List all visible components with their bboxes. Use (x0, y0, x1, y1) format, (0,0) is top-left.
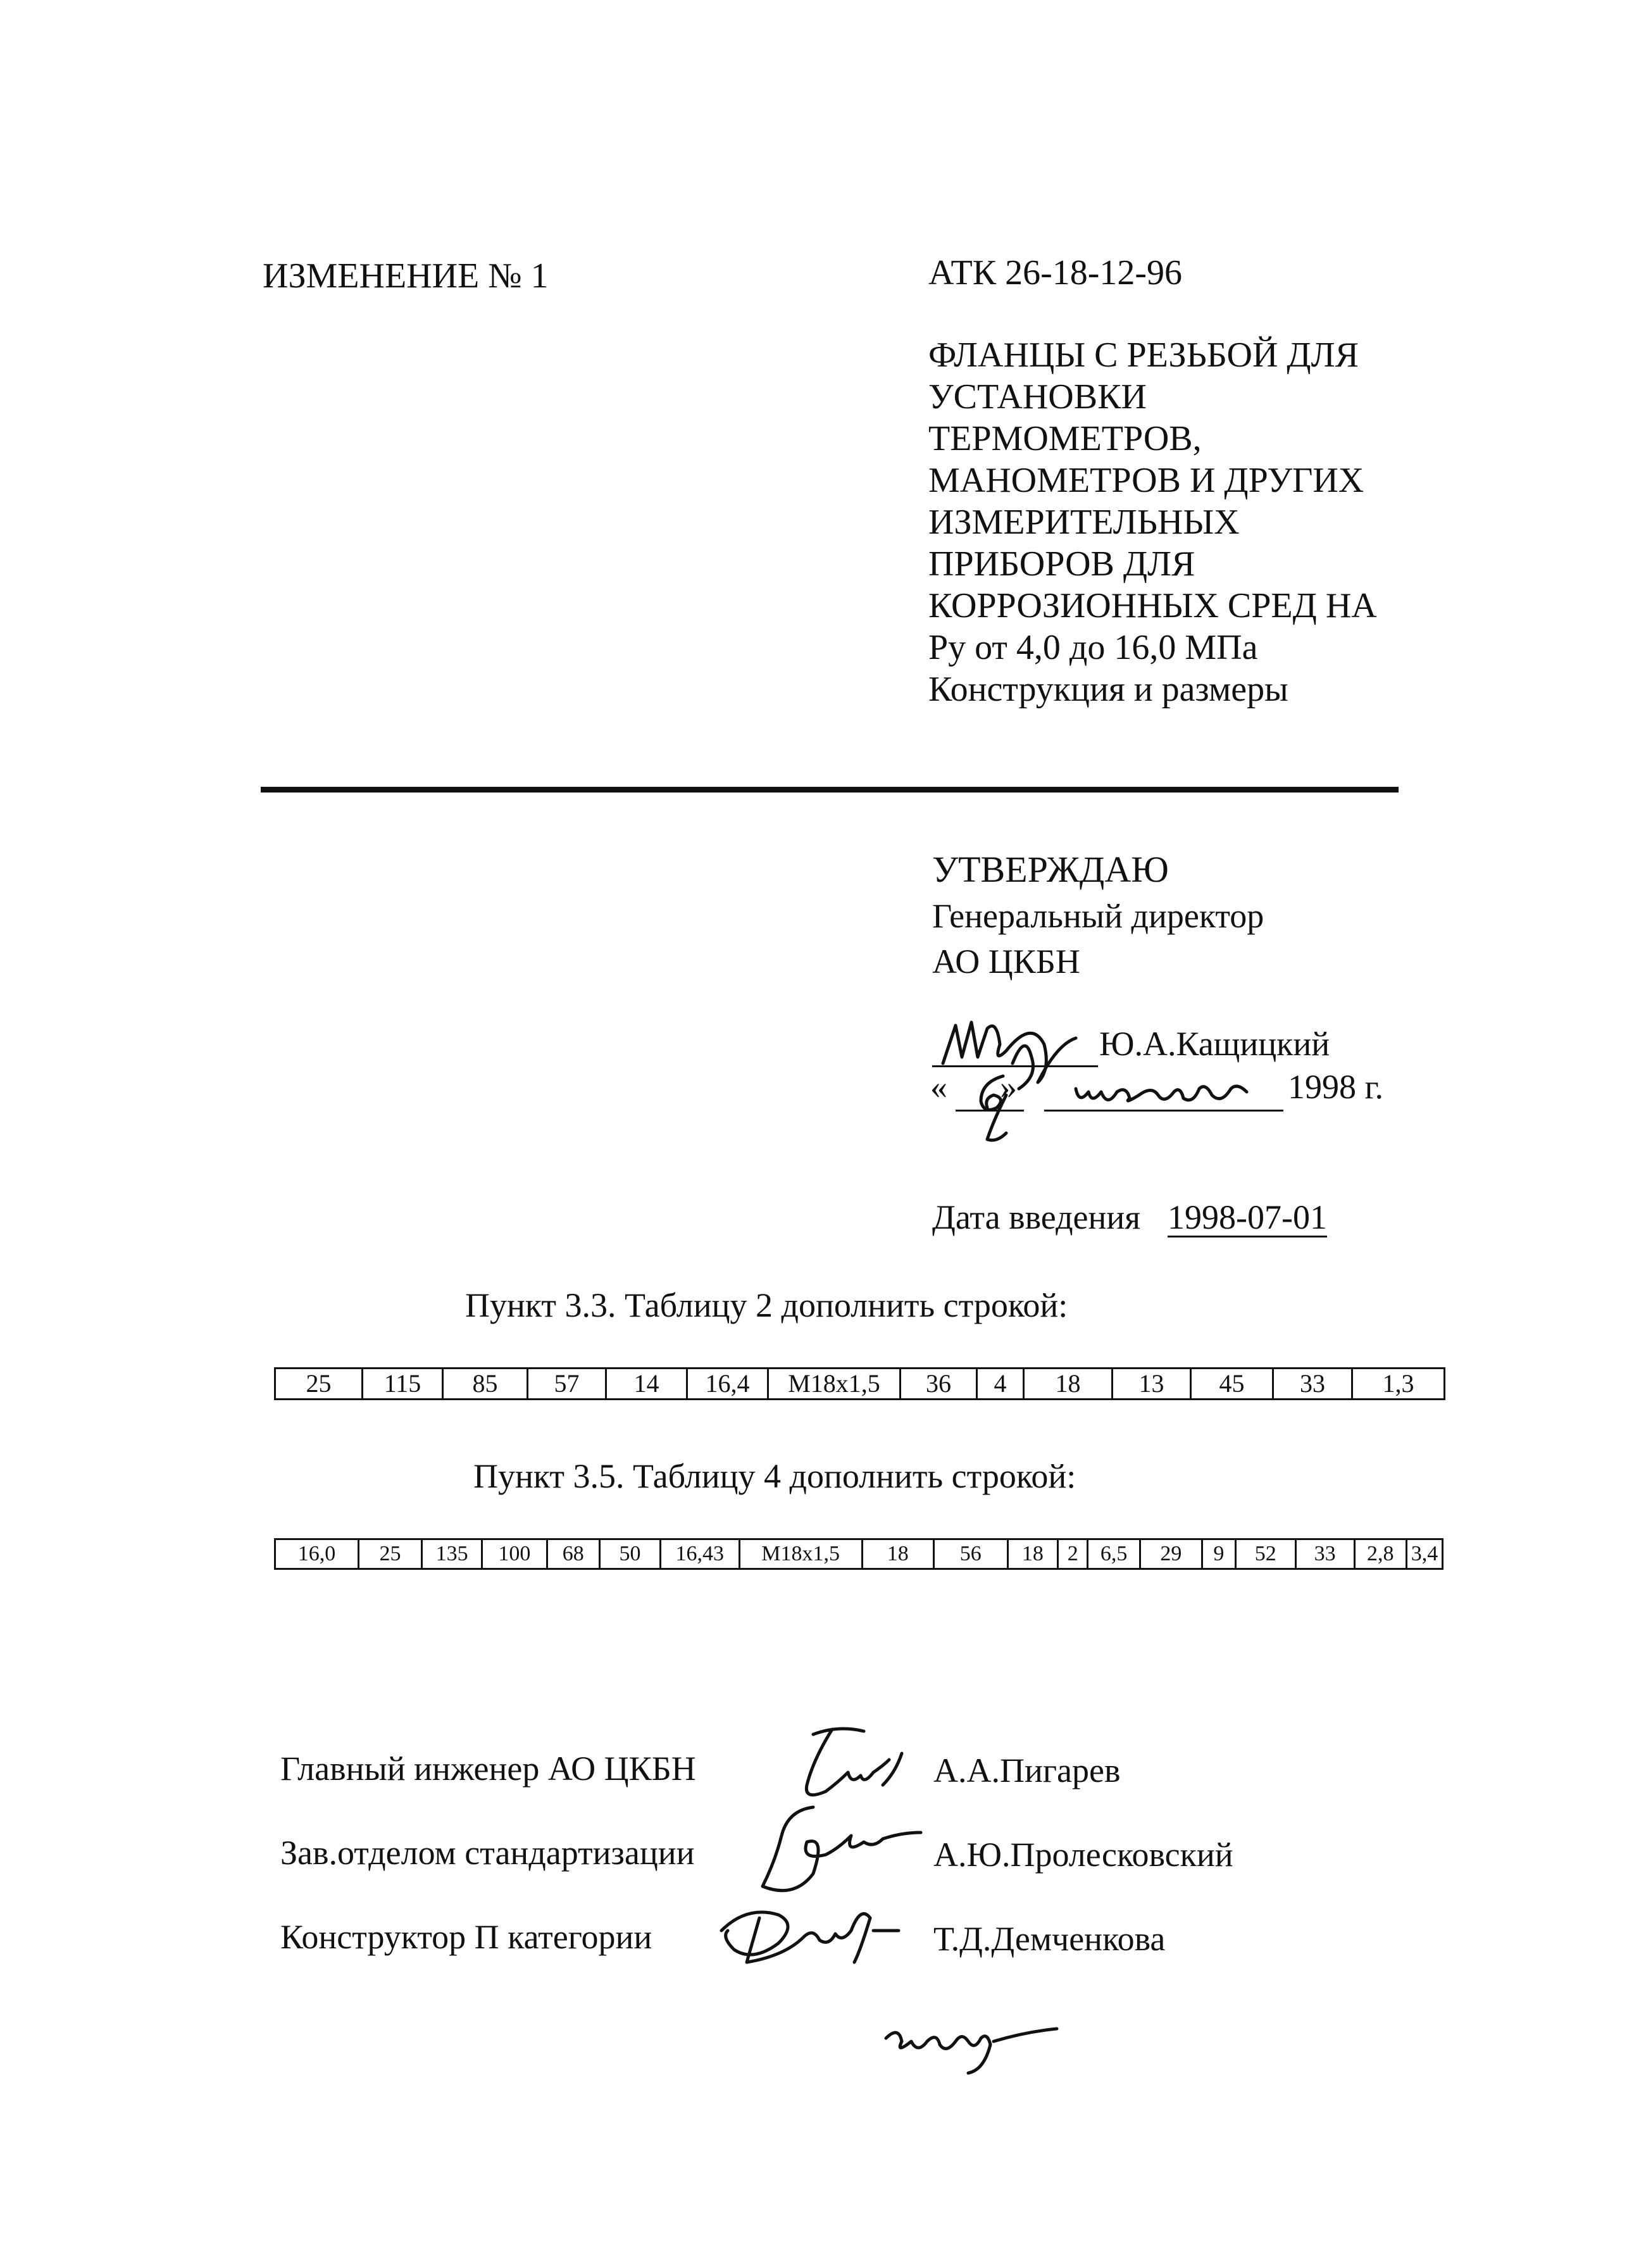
table-cell: 2,8 (1354, 1539, 1406, 1569)
table-cell: 18 (1024, 1369, 1113, 1400)
signature-2 (737, 1798, 927, 1905)
title-line: ФЛАНЦЫ С РЕЗЬБОЙ ДЛЯ (928, 335, 1359, 375)
date-close-quote: » (1000, 1068, 1017, 1106)
title-line: ИЗМЕРИТЕЛЬНЫХ (928, 503, 1240, 542)
amendment-item-3-3: Пункт 3.3. Таблицу 2 дополнить строкой: (465, 1286, 1068, 1324)
table-cell: 25 (275, 1369, 363, 1400)
title-line: УСТАНОВКИ (928, 377, 1147, 417)
date-month-line (1044, 1110, 1283, 1112)
signatory-name: Т.Д.Демченкова (933, 1920, 1166, 1958)
signature-1 (788, 1722, 908, 1804)
table-cell: 50 (599, 1539, 660, 1569)
table-cell: 16,4 (687, 1369, 768, 1400)
date-day-line (956, 1110, 1024, 1112)
date-year: 1998 г. (1288, 1068, 1384, 1106)
table-cell: 16,43 (660, 1539, 739, 1569)
title-line: КОРРОЗИОННЫХ СРЕД НА (928, 586, 1377, 625)
approver-position: Генеральный директор (932, 897, 1264, 935)
handwritten-month (1069, 1070, 1278, 1114)
amendment-item-3-5: Пункт 3.5. Таблицу 4 дополнить строкой: (473, 1457, 1076, 1495)
approver-name: Ю.А.Кащицкий (1099, 1025, 1330, 1063)
title-line: ТЕРМОМЕТРОВ, (928, 419, 1202, 458)
table-cell: M18x1,5 (739, 1539, 862, 1569)
change-number: ИЗМЕНЕНИЕ № 1 (263, 256, 549, 296)
table-cell: 33 (1295, 1539, 1354, 1569)
table-cell: 25 (358, 1539, 421, 1569)
table-cell: 16,0 (275, 1539, 359, 1569)
signatory-name: А.Ю.Пролесковский (933, 1836, 1233, 1874)
table-cell: 6,5 (1088, 1539, 1140, 1569)
table-cell: 45 (1191, 1369, 1273, 1400)
table-cell: 13 (1113, 1369, 1191, 1400)
table-4-row (274, 1538, 1443, 1570)
table-cell: 14 (606, 1369, 687, 1400)
date-open-quote: « (930, 1068, 947, 1106)
table-cell: 85 (443, 1369, 528, 1400)
introduction-date-label: Дата введения (932, 1198, 1141, 1236)
table-cell: 3,4 (1406, 1539, 1442, 1569)
table-cell: 9 (1202, 1539, 1235, 1569)
document-title (928, 334, 1498, 710)
introduction-date: 1998-07-01 (1168, 1198, 1327, 1236)
table-cell: 18 (1007, 1539, 1057, 1569)
table-cell: 2 (1057, 1539, 1087, 1569)
signature-line (932, 1065, 1098, 1067)
table-cell: 36 (901, 1369, 977, 1400)
table-cell: 115 (363, 1369, 443, 1400)
signatory-role: Конструктор П категории (280, 1918, 652, 1956)
handwritten-note (873, 2007, 1063, 2076)
title-line: Ру от 4,0 до 16,0 МПа (928, 628, 1258, 667)
title-line: ПРИБОРОВ ДЛЯ (928, 544, 1195, 584)
table-cell: 52 (1235, 1539, 1295, 1569)
table-cell: 33 (1273, 1369, 1352, 1400)
document-code: АТК 26-18-12-96 (928, 253, 1183, 292)
signature-3 (709, 1893, 924, 1975)
table-cell: M18x1,5 (768, 1369, 901, 1400)
approval-heading: УТВЕРЖДАЮ (932, 849, 1169, 890)
signatory-role: Зав.отделом стандартизации (280, 1834, 695, 1872)
table-cell: 29 (1140, 1539, 1202, 1569)
table-cell: 56 (933, 1539, 1007, 1569)
approver-organization: АО ЦКБН (932, 943, 1080, 981)
title-line: МАНОМЕТРОВ И ДРУГИХ (928, 461, 1364, 500)
table-cell: 57 (528, 1369, 606, 1400)
table-cell: 4 (977, 1369, 1024, 1400)
title-line: Конструкция и размеры (928, 670, 1288, 709)
table-cell: 18 (862, 1539, 933, 1569)
table-cell: 100 (482, 1539, 547, 1569)
table-2-row (274, 1367, 1445, 1400)
table-cell: 1,3 (1352, 1369, 1445, 1400)
table-cell: 135 (422, 1539, 482, 1569)
table-cell: 68 (547, 1539, 599, 1569)
title-divider (261, 787, 1399, 793)
signatory-role: Главный инженер АО ЦКБН (280, 1750, 696, 1788)
signatory-name: А.А.Пигарев (933, 1751, 1121, 1789)
